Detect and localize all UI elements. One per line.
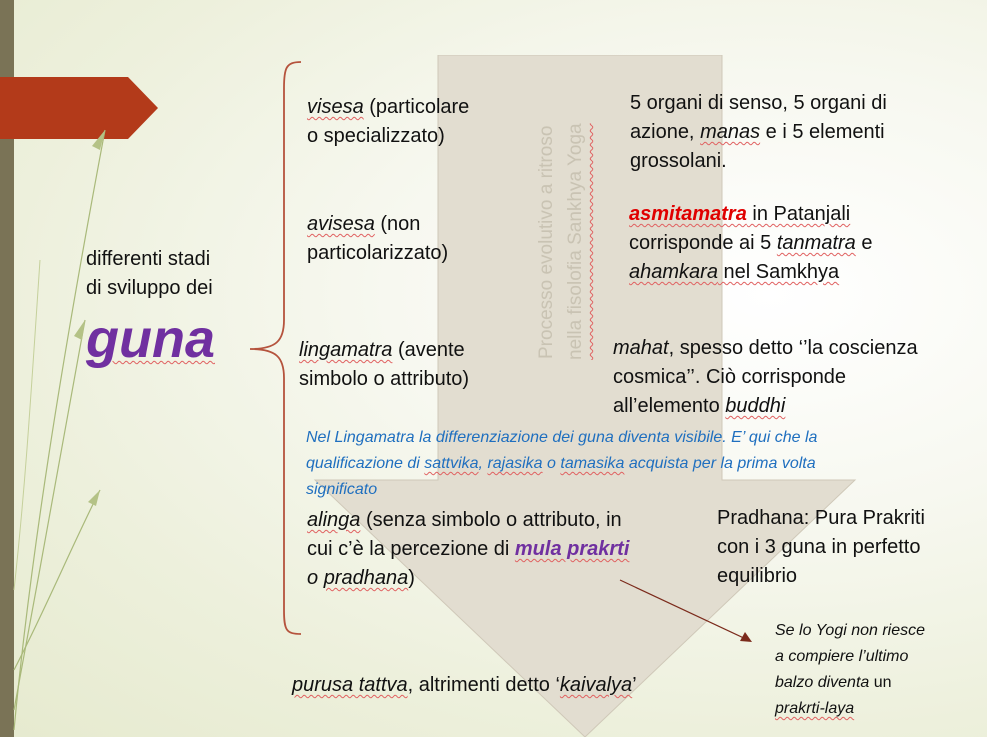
- desc-visesa: [630, 89, 887, 176]
- note-line2c: ,: [478, 455, 488, 472]
- level-visesa: [307, 93, 469, 151]
- level-lingamatra-text: (avente: [392, 339, 465, 361]
- bottom-quote: ’: [632, 674, 637, 696]
- term-purusa-tattva: purusa tattva: [292, 674, 408, 696]
- desc-visesa-line1: 5 organi di senso, 5 organi di: [630, 92, 887, 114]
- note-line2e: o: [542, 455, 561, 472]
- desc-visesa-line3: grossolani.: [630, 150, 727, 172]
- side-note: [775, 618, 925, 722]
- level-visesa-text: (particolare: [363, 96, 470, 118]
- guna-title: guna: [86, 309, 215, 369]
- desc-visesa-line2a: azione,: [630, 121, 701, 143]
- term-lingamatra: lingamatra: [299, 339, 393, 361]
- desc-mahat-rest: , spesso detto ‘’la coscienza: [668, 337, 918, 359]
- lingamatra-note: [306, 425, 817, 503]
- level-lingamatra: [299, 336, 469, 394]
- term-manas: manas: [700, 121, 761, 143]
- decorative-leaf-lines: [0, 110, 120, 737]
- desc-visesa-line2c: e i 5 elementi: [760, 121, 885, 143]
- level-avisesa: [307, 210, 448, 268]
- desc-asmita: [629, 200, 873, 287]
- desc-asmita-line3b: nel Samkhya: [717, 261, 840, 283]
- level-avisesa-line2: particolarizzato): [307, 242, 449, 264]
- bottom-text: , altrimenti detto ‘: [407, 674, 560, 696]
- term-tamasika: tamasika: [560, 455, 625, 472]
- desc-pradhana-line3: equilibrio: [717, 565, 798, 587]
- curly-brace: [246, 58, 306, 636]
- term-mahat: mahat: [613, 337, 669, 359]
- pointer-arrow: [600, 570, 760, 650]
- level-alinga-line2a: cui c’è la percezione di: [307, 538, 515, 560]
- level-lingamatra-line2: simbolo o attributo): [299, 368, 470, 390]
- note-line1: Nel Lingamatra la differenziazione dei guna diventa visibile. E’ qui che la: [306, 429, 818, 446]
- level-alinga-text: (senza simbolo o attributo, in: [360, 509, 622, 531]
- desc-mahat-line3a: all’elemento: [613, 395, 726, 417]
- term-buddhi: buddhi: [725, 395, 786, 417]
- term-visesa: visesa: [307, 96, 364, 118]
- desc-asmita-line2c: e: [855, 232, 873, 254]
- note-line3: significato: [306, 481, 378, 498]
- term-avisesa: avisesa: [307, 213, 375, 235]
- desc-mahat-line2: cosmica’’. Ciò corrisponde: [613, 366, 847, 388]
- term-prakrti-laya: prakrti-laya: [775, 700, 855, 717]
- note-line2a: qualificazione di: [306, 455, 425, 472]
- desc-mahat: [613, 334, 918, 421]
- desc-pradhana-line1: Pradhana: Pura Prakriti: [717, 507, 925, 529]
- note-line2g: acquista per la prima volta: [624, 455, 816, 472]
- left-intro: [86, 245, 213, 303]
- level-avisesa-text: (non: [374, 213, 421, 235]
- term-ahamkara: ahamkara: [629, 261, 718, 283]
- level-alinga-line3c: ): [408, 567, 415, 589]
- level-alinga-line3a: o: [307, 567, 324, 589]
- left-intro-line2: di sviluppo dei: [86, 277, 213, 299]
- level-visesa-line2: o specializzato): [307, 125, 445, 147]
- side-note-line3a: balzo diventa: [775, 674, 874, 691]
- left-intro-line1: differenti stadi: [86, 248, 211, 270]
- term-pradhana: pradhana: [323, 567, 409, 589]
- term-kaivalya: kaivalya: [559, 674, 633, 696]
- side-note-line3b: un: [873, 674, 892, 691]
- vertical-caption-line2: nella fisolofia Sankhya Yoga: [565, 123, 586, 361]
- term-asmitamatra: asmitamatra: [629, 203, 747, 225]
- desc-pradhana-line2: con i 3 guna in perfetto: [717, 536, 921, 558]
- term-rajasika: rajasika: [487, 455, 543, 472]
- desc-asmita-rest: in Patanjali: [746, 203, 851, 225]
- vertical-caption: [532, 92, 602, 392]
- side-note-line2: a compiere l’ultimo: [775, 648, 909, 665]
- side-note-line1: Se lo Yogi non riesce: [775, 622, 926, 639]
- level-alinga: [307, 506, 629, 593]
- term-tanmatra: tanmatra: [776, 232, 856, 254]
- vertical-caption-line1: Processo evolutivo a ritroso: [536, 125, 557, 359]
- term-sattvika: sattvika: [424, 455, 479, 472]
- term-mula-prakrti: mula prakrti: [514, 538, 630, 560]
- desc-asmita-line2a: corrisponde ai 5: [629, 232, 777, 254]
- bottom-line: [292, 671, 637, 700]
- term-alinga: alinga: [307, 509, 361, 531]
